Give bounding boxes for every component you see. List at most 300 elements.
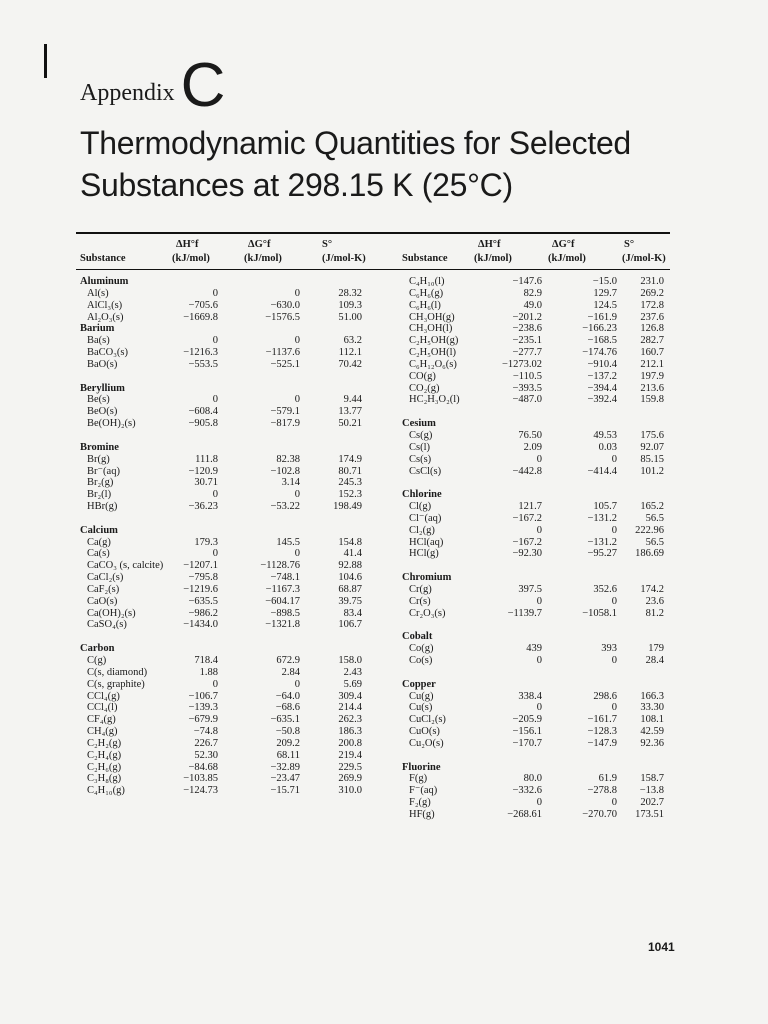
enthalpy-value: 0 (536, 797, 542, 809)
substance-name: AlCl₃(s) (87, 299, 123, 311)
enthalpy-value: −905.8 (188, 418, 218, 430)
element-group-name: Cesium (402, 418, 436, 430)
entropy-value: 231.0 (640, 276, 664, 287)
header-dh-unit-left: (kJ/mol) (172, 253, 210, 264)
enthalpy-value: 52.30 (194, 749, 218, 761)
substance-name: CuCl₂(s) (409, 714, 446, 726)
entropy-value: 13.77 (338, 406, 362, 418)
gibbs-value: −95.27 (587, 548, 617, 560)
substance-name: HC₂H₃O₂(l) (409, 394, 460, 406)
entropy-value: 310.0 (338, 785, 362, 797)
enthalpy-value: 30.71 (194, 477, 218, 489)
enthalpy-value: 80.0 (523, 773, 542, 785)
gibbs-value: 0 (294, 394, 300, 406)
gibbs-value: −131.2 (587, 512, 617, 524)
gibbs-value: 209.2 (276, 737, 300, 749)
entropy-value: 104.6 (338, 572, 362, 584)
substance-name: Cu(s) (409, 702, 433, 714)
entropy-value: 159.8 (640, 394, 664, 406)
gibbs-value: −128.3 (587, 726, 617, 738)
entropy-value: 51.00 (338, 311, 362, 323)
entropy-value: 173.51 (635, 808, 664, 820)
substance-name: Cs(g) (409, 429, 433, 441)
gibbs-value: 0 (611, 655, 617, 666)
header-s-left: S° (322, 239, 333, 250)
gibbs-value: −1576.5 (265, 311, 300, 323)
entropy-value: 214.4 (338, 702, 362, 714)
enthalpy-value: −1139.7 (507, 607, 542, 619)
gibbs-value: 124.5 (593, 299, 617, 311)
gibbs-value: 61.9 (598, 773, 617, 785)
enthalpy-value: −442.8 (512, 465, 542, 477)
substance-name: CH₃OH(g) (409, 311, 455, 323)
enthalpy-value: 0 (536, 453, 542, 465)
entropy-value: −13.8 (639, 785, 664, 797)
substance-name: CH₄(g) (87, 726, 118, 738)
entropy-value: 56.5 (645, 536, 664, 548)
substance-name: Br₂(l) (87, 489, 112, 501)
substance-name: Al₂O₃(s) (87, 311, 124, 323)
header-substance-left: Substance (80, 253, 126, 264)
enthalpy-value: −608.4 (188, 406, 218, 418)
gibbs-value: −392.4 (587, 394, 617, 406)
enthalpy-value: 0 (536, 655, 542, 666)
substance-name: Cr₂O₃(s) (409, 607, 446, 619)
enthalpy-value: −92.30 (512, 548, 542, 560)
entropy-value: 92.88 (338, 560, 362, 572)
entropy-value: 126.8 (640, 323, 664, 335)
gibbs-value: −898.5 (270, 607, 300, 619)
enthalpy-value: −553.5 (188, 358, 218, 370)
substance-name: Br⁻(aq) (87, 465, 120, 477)
gibbs-value: −50.8 (275, 726, 300, 738)
appendix-letter: C (180, 51, 226, 120)
enthalpy-value: −103.85 (183, 773, 218, 785)
gibbs-value: −32.89 (270, 761, 300, 773)
enthalpy-value: −1273.02 (501, 358, 542, 370)
entropy-value: 160.7 (640, 347, 664, 359)
entropy-value: 33.30 (640, 702, 664, 714)
gibbs-value: −270.70 (582, 808, 617, 820)
substance-name: Co(g) (409, 643, 434, 655)
entropy-value: 222.96 (635, 524, 664, 536)
substance-name: HCl(aq) (409, 536, 444, 548)
substance-name: CH₃OH(l) (409, 323, 453, 335)
substance-name: Cs(s) (409, 453, 432, 465)
enthalpy-value: −332.6 (512, 785, 542, 797)
entropy-value: 92.07 (640, 441, 664, 453)
entropy-value: 9.44 (343, 394, 362, 406)
gibbs-value: −64.0 (275, 690, 300, 702)
substance-name: CF₄(g) (87, 714, 116, 726)
substance-name: BaO(s) (87, 358, 118, 370)
entropy-value: 282.7 (640, 335, 664, 347)
element-group-name: Cobalt (402, 631, 433, 643)
substance-name: HBr(g) (87, 501, 118, 513)
entropy-value: 28.32 (338, 287, 362, 299)
entropy-value: 245.3 (338, 477, 362, 489)
gibbs-value: −817.9 (270, 418, 300, 430)
gibbs-value: −102.8 (270, 465, 300, 477)
entropy-value: 5.69 (343, 678, 362, 690)
enthalpy-value: −147.6 (512, 276, 542, 287)
enthalpy-value: −110.5 (512, 370, 542, 382)
entropy-value: 108.1 (640, 714, 664, 726)
substance-name: CO(g) (409, 370, 436, 382)
substance-name: CaF₂(s) (87, 583, 120, 595)
substance-name: Cl₂(g) (409, 524, 435, 536)
substance-name: C₆H₆(g) (409, 287, 444, 299)
enthalpy-value: 179.3 (194, 536, 218, 548)
header-dg-left: ΔG°f (248, 239, 271, 250)
gibbs-value: 0 (611, 797, 617, 809)
entropy-value: 42.59 (640, 726, 664, 738)
entropy-value: 50.21 (338, 418, 362, 430)
element-group-name: Fluorine (402, 761, 441, 773)
appendix-heading (80, 50, 225, 121)
substance-name: Ba(s) (87, 335, 110, 347)
element-group-name: Bromine (80, 441, 119, 453)
gibbs-value: −147.9 (587, 737, 617, 749)
entropy-value: 213.6 (640, 382, 664, 394)
gibbs-value: 0 (611, 524, 617, 536)
enthalpy-value: 76.50 (518, 429, 542, 441)
enthalpy-value: −277.7 (512, 347, 542, 359)
enthalpy-value: −1216.3 (183, 347, 218, 359)
substance-name: Ca(s) (87, 548, 110, 560)
element-group-name: Chromium (402, 572, 452, 584)
table-top-rule (76, 232, 670, 234)
entropy-value: 2.43 (343, 666, 362, 678)
enthalpy-value: −795.8 (188, 572, 218, 584)
substance-name: BeO(s) (87, 406, 118, 418)
enthalpy-value: −36.23 (188, 501, 218, 513)
enthalpy-value: 439 (526, 643, 542, 655)
entropy-value: 85.15 (640, 453, 664, 465)
gibbs-value: 0 (294, 678, 300, 690)
header-dg-unit-left: (kJ/mol) (244, 253, 282, 264)
gibbs-value: −1167.3 (265, 583, 300, 595)
entropy-value: 229.5 (338, 761, 362, 773)
enthalpy-value: −205.9 (512, 714, 542, 726)
substance-name: C₂H₂(g) (87, 737, 122, 749)
gibbs-value: −68.6 (275, 702, 300, 714)
entropy-value: 262.3 (338, 714, 362, 726)
gibbs-value: 298.6 (593, 690, 617, 702)
substance-name: BaCO₃(s) (87, 347, 128, 359)
enthalpy-value: −1219.6 (183, 583, 218, 595)
entropy-value: 269.9 (338, 773, 362, 785)
entropy-value: 23.6 (645, 595, 664, 607)
page-title: Thermodynamic Quantities for Selected Substances at 298.15 K (25°C) (80, 125, 631, 203)
enthalpy-value: 121.7 (518, 501, 542, 513)
gibbs-value: −168.5 (587, 335, 617, 347)
element-group-name: Chlorine (402, 489, 442, 501)
gibbs-value: −161.9 (587, 311, 617, 323)
gibbs-value: −414.4 (587, 465, 617, 477)
element-group-name: Calcium (80, 524, 118, 536)
gibbs-value: −23.47 (270, 773, 300, 785)
entropy-value: 39.75 (338, 595, 362, 607)
gibbs-value: 0 (294, 287, 300, 299)
substance-name: F₂(g) (409, 797, 431, 809)
entropy-value: 197.9 (640, 370, 664, 382)
enthalpy-value: −156.1 (512, 726, 542, 738)
gibbs-value: −525.1 (270, 358, 300, 370)
enthalpy-value: −235.1 (512, 335, 542, 347)
header-dh-left: ΔH°f (176, 239, 199, 250)
substance-name: F(g) (409, 773, 428, 785)
enthalpy-value: 0 (212, 678, 218, 690)
appendix-word: Appendix (80, 80, 175, 106)
enthalpy-value: −238.6 (512, 323, 542, 335)
entropy-value: 269.2 (640, 287, 664, 299)
substance-name: Al(s) (87, 287, 109, 299)
entropy-value: 80.71 (338, 465, 362, 477)
substance-name: CaSO₄(s) (87, 619, 127, 631)
substance-name: Co(s) (409, 655, 433, 666)
header-dh-unit-right: (kJ/mol) (474, 253, 512, 264)
substance-name: CuO(s) (409, 726, 440, 738)
entropy-value: 202.7 (640, 797, 664, 809)
gibbs-value: 0 (294, 335, 300, 347)
entropy-value: 174.2 (640, 583, 664, 595)
enthalpy-value: 0 (536, 595, 542, 607)
gibbs-value: −1128.76 (260, 560, 300, 572)
substance-name: C₂H₅OH(g) (409, 335, 459, 347)
enthalpy-value: 82.9 (523, 287, 542, 299)
enthalpy-value: −170.7 (512, 737, 542, 749)
substance-name: CO₂(g) (409, 382, 440, 394)
element-group-name: Copper (402, 678, 436, 690)
substance-name: Ca(g) (87, 536, 111, 548)
enthalpy-value: −74.8 (193, 726, 218, 738)
header-s-right: S° (624, 239, 635, 250)
entropy-value: 81.2 (645, 607, 664, 619)
substance-name: CaO(s) (87, 595, 118, 607)
entropy-value: 172.8 (640, 299, 664, 311)
gibbs-value: −579.1 (270, 406, 300, 418)
entropy-value: 63.2 (343, 335, 362, 347)
enthalpy-value: 718.4 (194, 655, 218, 666)
entropy-value: 219.4 (338, 749, 362, 761)
enthalpy-value: −106.7 (188, 690, 218, 702)
entropy-value: 106.7 (338, 619, 362, 631)
enthalpy-value: −986.2 (188, 607, 218, 619)
gibbs-value: 145.5 (276, 536, 300, 548)
substance-name: Cr(g) (409, 583, 432, 595)
gibbs-value: 393 (601, 643, 617, 655)
entropy-value: 174.9 (338, 453, 362, 465)
enthalpy-value: 0 (212, 548, 218, 560)
enthalpy-value: 0 (212, 489, 218, 501)
table-header-rule (76, 269, 670, 270)
entropy-value: 200.8 (338, 737, 362, 749)
gibbs-value: −174.76 (582, 347, 617, 359)
enthalpy-value: 49.0 (523, 299, 542, 311)
enthalpy-value: 111.8 (195, 453, 218, 465)
enthalpy-value: 2.09 (523, 441, 542, 453)
margin-bar (44, 44, 47, 78)
gibbs-value: −15.71 (270, 785, 300, 797)
gibbs-value: 3.14 (281, 477, 300, 489)
enthalpy-value: −167.2 (512, 512, 542, 524)
enthalpy-value: 1.88 (199, 666, 218, 678)
enthalpy-value: −1669.8 (183, 311, 218, 323)
entropy-value: 56.5 (645, 512, 664, 524)
entropy-value: 28.4 (645, 655, 664, 666)
header-dg-right: ΔG°f (552, 239, 575, 250)
substance-name: Be(s) (87, 394, 110, 406)
element-group-name: Carbon (80, 643, 115, 655)
gibbs-value: 105.7 (593, 501, 617, 513)
gibbs-value: −604.17 (265, 595, 300, 607)
entropy-value: 175.6 (640, 429, 664, 441)
substance-name: C(s, graphite) (87, 678, 145, 690)
enthalpy-value: 0 (212, 287, 218, 299)
substance-name: F⁻(aq) (409, 785, 438, 797)
gibbs-value: −53.22 (270, 501, 300, 513)
entropy-value: 158.7 (640, 773, 664, 785)
enthalpy-value: 397.5 (518, 583, 542, 595)
entropy-value: 198.49 (333, 501, 362, 513)
header-substance-right: Substance (402, 253, 448, 264)
entropy-value: 109.3 (338, 299, 362, 311)
enthalpy-value: −201.2 (512, 311, 542, 323)
substance-name: HCl(g) (409, 548, 439, 560)
substance-name: C₄H₁₀(g) (87, 785, 125, 797)
substance-name: C(g) (87, 655, 107, 666)
enthalpy-value: 338.4 (518, 690, 542, 702)
gibbs-value: 82.38 (276, 453, 300, 465)
entropy-value: 101.2 (640, 465, 664, 477)
enthalpy-value: −120.9 (188, 465, 218, 477)
gibbs-value: −910.4 (587, 358, 617, 370)
enthalpy-value: −84.68 (188, 761, 218, 773)
enthalpy-value: −635.5 (188, 595, 218, 607)
entropy-value: 212.1 (640, 358, 664, 370)
enthalpy-value: −1207.1 (183, 560, 218, 572)
substance-name: Be(OH)₂(s) (87, 418, 136, 430)
gibbs-value: 352.6 (593, 583, 617, 595)
header-dg-unit-right: (kJ/mol) (548, 253, 586, 264)
header-dh-right: ΔH°f (478, 239, 501, 250)
substance-name: CaCl₂(s) (87, 572, 124, 584)
substance-name: C₆H₁₂O₆(s) (409, 358, 457, 370)
entropy-value: 92.36 (640, 737, 664, 749)
gibbs-value: 0 (611, 595, 617, 607)
gibbs-value: 0 (294, 548, 300, 560)
entropy-value: 83.4 (343, 607, 362, 619)
substance-name: C₄H₁₀(l) (409, 276, 445, 287)
entropy-value: 41.4 (343, 548, 362, 560)
entropy-value: 309.4 (338, 690, 362, 702)
entropy-value: 179 (648, 643, 664, 655)
substance-name: CCl₄(l) (87, 702, 118, 714)
element-group-name: Beryllium (80, 382, 125, 394)
entropy-value: 186.69 (635, 548, 664, 560)
enthalpy-value: −139.3 (188, 702, 218, 714)
substance-name: C₂H₅OH(l) (409, 347, 456, 359)
entropy-value: 152.3 (338, 489, 362, 501)
substance-name: CCl₄(g) (87, 690, 120, 702)
substance-name: Cr(s) (409, 595, 431, 607)
gibbs-value: −166.23 (582, 323, 617, 335)
entropy-value: 112.1 (338, 347, 362, 359)
enthalpy-value: 226.7 (194, 737, 218, 749)
gibbs-value: −1137.6 (265, 347, 300, 359)
enthalpy-value: −124.73 (183, 785, 218, 797)
gibbs-value: 672.9 (276, 655, 300, 666)
entropy-value: 166.3 (640, 690, 664, 702)
substance-name: CaCO₃ (s, calcite) (87, 560, 164, 572)
enthalpy-value: 0 (212, 335, 218, 347)
entropy-value: 70.42 (338, 358, 362, 370)
gibbs-value: −15.0 (592, 276, 617, 287)
enthalpy-value: −268.61 (507, 808, 542, 820)
gibbs-value: −278.8 (587, 785, 617, 797)
substance-name: C₂H₆(g) (87, 761, 122, 773)
substance-name: C₆H₆(l) (409, 299, 441, 311)
gibbs-value: −635.1 (270, 714, 300, 726)
enthalpy-value: 0 (212, 394, 218, 406)
gibbs-value: −630.0 (270, 299, 300, 311)
element-group-name: Barium (80, 323, 115, 335)
entropy-value: 186.3 (338, 726, 362, 738)
substance-name: Ca(OH)₂(s) (87, 607, 136, 619)
entropy-value: 154.8 (338, 536, 362, 548)
substance-name: HF(g) (409, 808, 435, 820)
gibbs-value: −394.4 (587, 382, 617, 394)
gibbs-value: 49.53 (593, 429, 617, 441)
gibbs-value: −1321.8 (265, 619, 300, 631)
gibbs-value: 0 (611, 453, 617, 465)
substance-name: C₃H₈(g) (87, 773, 122, 785)
entropy-value: 68.87 (338, 583, 362, 595)
gibbs-value: −161.7 (587, 714, 617, 726)
gibbs-value: −748.1 (270, 572, 300, 584)
gibbs-value: 0.03 (598, 441, 617, 453)
gibbs-value: 68.11 (276, 749, 300, 761)
enthalpy-value: 0 (536, 524, 542, 536)
gibbs-value: −131.2 (587, 536, 617, 548)
gibbs-value: −137.2 (587, 370, 617, 382)
header-s-unit-left: (J/mol-K) (322, 253, 366, 264)
substance-name: Cl(g) (409, 501, 432, 513)
substance-name: Br(g) (87, 453, 110, 465)
enthalpy-value: 0 (536, 702, 542, 714)
page-number: 1041 (648, 940, 675, 954)
substance-name: Br₂(g) (87, 477, 114, 489)
gibbs-value: 2.84 (281, 666, 300, 678)
entropy-value: 158.0 (338, 655, 362, 666)
gibbs-value: 0 (611, 702, 617, 714)
substance-name: Cu₂O(s) (409, 737, 444, 749)
enthalpy-value: −393.5 (512, 382, 542, 394)
element-group-name: Aluminum (80, 276, 129, 287)
enthalpy-value: −1434.0 (183, 619, 218, 631)
entropy-value: 165.2 (640, 501, 664, 513)
entropy-value: 237.6 (640, 311, 664, 323)
substance-name: Cs(l) (409, 441, 430, 453)
enthalpy-value: −167.2 (512, 536, 542, 548)
enthalpy-value: −487.0 (512, 394, 542, 406)
substance-name: CsCl(s) (409, 465, 442, 477)
gibbs-value: −1058.1 (582, 607, 617, 619)
enthalpy-value: −705.6 (188, 299, 218, 311)
gibbs-value: 0 (294, 489, 300, 501)
substance-name: C₂H₄(g) (87, 749, 122, 761)
